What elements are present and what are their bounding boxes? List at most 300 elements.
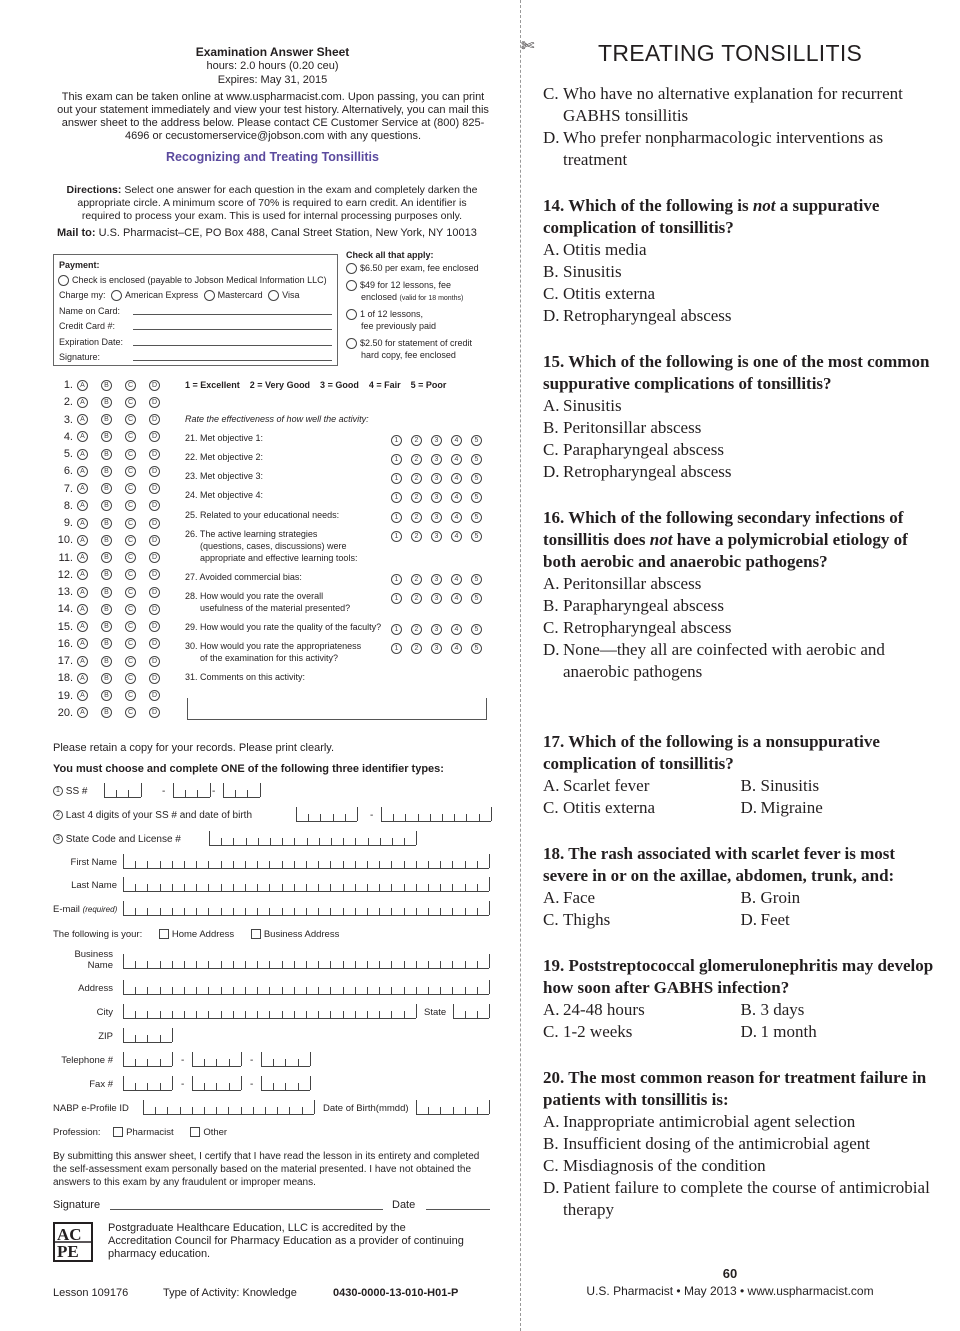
answer-bubble-b[interactable]: B	[101, 569, 112, 580]
question-19-options	[543, 999, 938, 1043]
answer-bubble-a[interactable]: A	[77, 518, 88, 529]
option-text: Misdiagnosis of the condition	[563, 1156, 766, 1175]
rating-bubble-2[interactable]: 2	[411, 624, 422, 635]
rating-bubble-4[interactable]: 4	[451, 624, 462, 635]
rating-scores	[391, 451, 491, 469]
answer-bubble-b[interactable]: B	[101, 690, 112, 701]
rating-bubble-4[interactable]: 4	[451, 435, 462, 446]
answer-bubble-d[interactable]: D	[149, 483, 160, 494]
option-13-d[interactable]	[543, 127, 938, 171]
answer-bubble-c[interactable]: C	[125, 621, 136, 632]
rating-bubble-4[interactable]: 4	[451, 643, 462, 654]
fee-option-4-radio[interactable]	[346, 338, 357, 349]
check-all-label: Check all that apply:	[346, 250, 434, 260]
fee-option-4[interactable]	[346, 338, 472, 349]
rating-bubble-2[interactable]: 2	[411, 643, 422, 654]
answer-bubble-a[interactable]: A	[77, 656, 88, 667]
comments-label: 31. Comments on this activity:	[185, 672, 306, 682]
answer-bubble-a[interactable]: A	[77, 604, 88, 615]
rating-bubble-3[interactable]: 3	[431, 643, 442, 654]
option-2-marker: 2	[53, 810, 63, 820]
answer-bubble-a[interactable]: A	[77, 707, 88, 718]
profession-row	[53, 1127, 227, 1138]
home-address-checkbox[interactable]	[159, 929, 169, 939]
rating-bubble-2[interactable]: 2	[411, 454, 422, 465]
certification-text: By submitting this answer sheet, I certify that I have read the lesson in its entirety and completed the self-assessment exam personally based on the material presented. I have not obtained the answers to this exam by any fraudulent or improper means.	[53, 1151, 480, 1188]
rating-bubble-3[interactable]: 3	[431, 512, 442, 523]
check-enclosed-option[interactable]	[58, 275, 327, 286]
answer-bubble-a[interactable]: A	[77, 483, 88, 494]
option-letter: B.	[543, 418, 559, 437]
fax-area-field[interactable]	[123, 1077, 172, 1091]
answer-bubble-c[interactable]: C	[125, 397, 136, 408]
rating-bubble-3[interactable]: 3	[431, 531, 442, 542]
answer-bubble-d[interactable]: D	[149, 656, 160, 667]
rating-bubble-2[interactable]: 2	[411, 531, 422, 542]
sheet-title: Examination Answer Sheet	[195, 45, 350, 59]
signature-field[interactable]	[110, 1209, 383, 1210]
answer-bubble-c[interactable]: C	[125, 707, 136, 718]
answer-bubble-b[interactable]: B	[101, 466, 112, 477]
rating-bubble-4[interactable]: 4	[451, 473, 462, 484]
first-name-field[interactable]	[123, 855, 489, 869]
mail-label: Mail to:	[57, 227, 96, 239]
rating-bubble-5[interactable]: 5	[471, 492, 482, 503]
dob-field[interactable]	[416, 1101, 489, 1115]
page-number: 60	[722, 1266, 738, 1281]
option-b[interactable]	[543, 261, 938, 283]
option-b[interactable]	[741, 775, 939, 797]
fee-option-3-radio[interactable]	[346, 309, 357, 320]
answer-bubble-d[interactable]: D	[149, 466, 160, 477]
answer-bubble-a[interactable]: A	[77, 414, 88, 425]
answer-bubble-a[interactable]: A	[77, 466, 88, 477]
option-letter: C.	[543, 440, 559, 459]
answer-bubble-a[interactable]: A	[77, 587, 88, 598]
option-d[interactable]	[543, 1177, 938, 1221]
rating-bubble-1[interactable]: 1	[391, 454, 402, 465]
rating-bubble-3[interactable]: 3	[431, 492, 442, 503]
separator: -	[212, 786, 216, 797]
nabp-field[interactable]	[143, 1101, 314, 1115]
question-14-text-end: a suppurative complication of tonsillitis?	[543, 196, 880, 237]
rating-bubble-4[interactable]: 4	[451, 512, 462, 523]
answer-bubble-b[interactable]: B	[101, 707, 112, 718]
rating-scores	[391, 509, 491, 527]
ssn-field-1[interactable]	[104, 784, 141, 798]
sheet-hours: hours: 2.0 hours (0.20 ceu)	[206, 60, 339, 72]
option-text: Otitis media	[563, 240, 647, 259]
mastercard-radio[interactable]	[204, 290, 215, 301]
license-field[interactable]	[209, 832, 416, 846]
business-name-label-2: Name	[87, 960, 113, 971]
option-b[interactable]	[741, 999, 939, 1021]
answer-row	[55, 621, 173, 635]
answer-row	[55, 586, 173, 600]
rating-bubble-3[interactable]: 3	[431, 435, 442, 446]
answer-bubble-b[interactable]: B	[101, 483, 112, 494]
option-d[interactable]	[741, 1021, 939, 1043]
answer-bubble-d[interactable]: D	[149, 518, 160, 529]
rating-bubble-2[interactable]: 2	[411, 435, 422, 446]
rating-bubble-3[interactable]: 3	[431, 593, 442, 604]
answer-bubble-b[interactable]: B	[101, 500, 112, 511]
answer-bubble-a[interactable]: A	[77, 569, 88, 580]
answer-bubble-c[interactable]: C	[125, 673, 136, 684]
answer-bubble-c[interactable]: C	[125, 483, 136, 494]
separator: -	[250, 1055, 254, 1066]
fee-option-2-line2	[361, 292, 463, 304]
answer-bubble-c[interactable]: C	[125, 431, 136, 442]
option-text: Face	[563, 888, 596, 907]
rating-bubble-2[interactable]: 2	[411, 574, 422, 585]
answer-row	[55, 414, 173, 428]
business-name-field[interactable]	[123, 955, 489, 969]
answer-bubble-d[interactable]: D	[149, 380, 160, 391]
rating-bubble-5[interactable]: 5	[471, 454, 482, 465]
option-letter: D.	[543, 462, 560, 481]
answer-bubble-a[interactable]: A	[77, 673, 88, 684]
answer-bubble-a[interactable]: A	[77, 380, 88, 391]
rating-item-text: 23. Met objective 3:	[185, 471, 264, 481]
sheet-intro: This exam can be taken online at www.uspharmacist.com. Upon passing, you can print out your statement immediately and view your test history. Alternatively, you can mail this answer sheet to the address below. Please contact CE Customer Service at (800) 825-4696 or cecustomerservice@jobson.com with any questions.	[57, 91, 489, 142]
directions-text: Select one answer for each question in the exam and completely darken the appropriate circle. A minimum score of 70% is required to earn credit. An identifier is required to process your exam. This is used for internal processing purposes only.	[77, 184, 478, 222]
option-d[interactable]	[741, 797, 939, 819]
rating-bubble-4[interactable]: 4	[451, 492, 462, 503]
option-text: Peritonsillar abscess	[563, 418, 702, 437]
option-text: Insufficient dosing of the antimicrobial agent	[563, 1134, 871, 1153]
license-label-text: State Code and License #	[65, 834, 181, 845]
rating-bubble-3[interactable]: 3	[431, 473, 442, 484]
answer-bubble-d[interactable]: D	[149, 621, 160, 632]
option-b[interactable]	[741, 887, 939, 909]
answer-bubble-c[interactable]: C	[125, 449, 136, 460]
rating-bubble-1[interactable]: 1	[391, 593, 402, 604]
answer-number: 18.	[57, 672, 73, 685]
rating-bubble-2[interactable]: 2	[411, 512, 422, 523]
rating-item	[185, 528, 357, 564]
answer-bubble-b[interactable]: B	[101, 380, 112, 391]
fee-option-1-radio[interactable]	[346, 263, 357, 274]
fax-label: Fax #	[89, 1079, 113, 1090]
option-text: Otitis externa	[563, 798, 656, 817]
answer-bubble-a[interactable]: A	[77, 431, 88, 442]
rating-bubble-1[interactable]: 1	[391, 643, 402, 654]
answer-bubble-c[interactable]: C	[125, 638, 136, 649]
phone-prefix-field[interactable]	[192, 1053, 241, 1067]
option-text: Sinusitis	[760, 776, 820, 795]
answer-bubble-b[interactable]: B	[101, 587, 112, 598]
rating-item	[185, 640, 361, 664]
answer-bubble-b[interactable]: B	[101, 414, 112, 425]
amex-radio[interactable]	[111, 290, 122, 301]
answer-bubble-c[interactable]: C	[125, 604, 136, 615]
rating-bubble-5[interactable]: 5	[471, 435, 482, 446]
answer-bubble-a[interactable]: A	[77, 621, 88, 632]
question-19-stem: 19. Poststreptococcal glomerulonephritis may develop how soon after GABHS infection?	[543, 956, 934, 997]
answer-bubble-b[interactable]: B	[101, 535, 112, 546]
option-13-c[interactable]	[543, 83, 938, 127]
phone-line-field[interactable]	[261, 1053, 310, 1067]
acpe-logo-mark	[55, 1224, 91, 1260]
option-d[interactable]	[543, 639, 938, 683]
question-18-options	[543, 887, 938, 931]
email-label	[53, 904, 117, 915]
answer-bubble-d[interactable]: D	[149, 397, 160, 408]
answer-row	[55, 707, 173, 721]
answer-bubble-c[interactable]: C	[125, 552, 136, 563]
option-text: 24-48 hours	[563, 1000, 645, 1019]
separator: -	[181, 1055, 185, 1066]
option-text: Migraine	[760, 798, 823, 817]
rating-item-text: usefulness of the material presented?	[200, 603, 351, 613]
answer-bubble-d[interactable]: D	[149, 535, 160, 546]
question-15-stem: 15. Which of the following is one of the most common suppurative complications of tonsillitis?	[543, 352, 930, 393]
profession-label: Profession:	[53, 1127, 101, 1138]
rating-item	[185, 590, 350, 614]
date-field[interactable]	[426, 1209, 490, 1210]
answer-bubble-c[interactable]: C	[125, 535, 136, 546]
answer-bubble-a[interactable]: A	[77, 449, 88, 460]
rating-bubble-3[interactable]: 3	[431, 624, 442, 635]
address-field[interactable]	[123, 981, 489, 995]
svg-text:PE: PE	[57, 1242, 79, 1260]
answer-bubble-d[interactable]: D	[149, 587, 160, 598]
rating-bubble-3[interactable]: 3	[431, 454, 442, 465]
rating-item-text: 27. Avoided commercial bias:	[185, 572, 302, 582]
rating-bubble-4[interactable]: 4	[451, 531, 462, 542]
phone-area-field[interactable]	[123, 1053, 172, 1067]
answer-bubble-b[interactable]: B	[101, 397, 112, 408]
answer-bubble-d[interactable]: D	[149, 500, 160, 511]
option-c[interactable]	[543, 909, 741, 931]
city-field[interactable]	[123, 1005, 416, 1019]
option-d[interactable]	[543, 305, 938, 327]
question-17	[543, 731, 938, 819]
last4-field[interactable]	[296, 808, 357, 822]
answer-row	[55, 534, 173, 548]
visa-radio[interactable]	[268, 290, 279, 301]
answer-bubble-c[interactable]: C	[125, 587, 136, 598]
rating-item-text: 24. Met objective 4:	[185, 490, 264, 500]
rating-bubble-1[interactable]: 1	[391, 531, 402, 542]
activity-code: 0430-0000-13-010-H01-P	[333, 1287, 459, 1299]
fee-option-2-radio[interactable]	[346, 280, 357, 291]
last-name-field[interactable]	[123, 878, 489, 892]
rating-bubble-1[interactable]: 1	[391, 512, 402, 523]
name-on-card-field[interactable]	[133, 314, 332, 315]
check-enclosed-radio[interactable]	[58, 275, 69, 286]
comments-box[interactable]	[187, 698, 487, 720]
option-a[interactable]	[543, 1111, 938, 1133]
rating-bubble-5[interactable]: 5	[471, 574, 482, 585]
option-c[interactable]	[543, 283, 938, 305]
answer-bubble-b[interactable]: B	[101, 518, 112, 529]
state-field[interactable]	[453, 1005, 489, 1019]
answer-number: 17.	[57, 655, 73, 667]
answer-row	[55, 517, 173, 531]
answer-bubble-a[interactable]: A	[77, 690, 88, 701]
answer-number: 2.	[63, 396, 73, 409]
answer-bubble-a[interactable]: A	[77, 638, 88, 649]
option-letter: C.	[543, 1156, 559, 1175]
answer-bubble-d[interactable]: D	[149, 552, 160, 563]
answer-row	[55, 655, 173, 669]
answer-number: 1.	[63, 379, 73, 391]
ssn-field-3[interactable]	[223, 784, 260, 798]
answer-bubble-b[interactable]: B	[101, 449, 112, 460]
answer-bubble-d[interactable]: D	[149, 673, 160, 684]
answer-bubble-c[interactable]: C	[125, 414, 136, 425]
rating-bubble-4[interactable]: 4	[451, 593, 462, 604]
rating-bubble-1[interactable]: 1	[391, 574, 402, 585]
card-signature-label: Signature:	[59, 352, 101, 362]
answer-bubble-c[interactable]: C	[125, 690, 136, 701]
date-label: Date	[392, 1199, 416, 1211]
answer-bubble-a[interactable]: A	[77, 552, 88, 563]
rating-bubble-3[interactable]: 3	[431, 574, 442, 585]
birthdate-field[interactable]	[381, 808, 491, 822]
identifier-instructions: You must choose and complete ONE of the following three identifier types:	[53, 763, 444, 775]
option-d[interactable]	[543, 461, 938, 483]
rating-bubble-2[interactable]: 2	[411, 593, 422, 604]
answer-bubble-d[interactable]: D	[149, 690, 160, 701]
option-letter: A.	[543, 396, 560, 415]
answer-bubble-d[interactable]: D	[149, 431, 160, 442]
option-c[interactable]	[543, 1021, 741, 1043]
answer-bubble-c[interactable]: C	[125, 380, 136, 391]
option-b[interactable]	[543, 595, 938, 617]
question-15	[543, 351, 938, 483]
option-b[interactable]	[543, 1133, 938, 1155]
fax-line-field[interactable]	[261, 1077, 310, 1091]
rating-bubble-4[interactable]: 4	[451, 454, 462, 465]
rating-bubble-1[interactable]: 1	[391, 435, 402, 446]
first-name-label: First Name	[70, 857, 117, 868]
answer-bubble-b[interactable]: B	[101, 552, 112, 563]
answer-bubble-c[interactable]: C	[125, 466, 136, 477]
answer-bubble-d[interactable]: D	[149, 449, 160, 460]
option-text: Who have no alternative explanation for recurrent GABHS tonsillitis	[563, 84, 903, 125]
ssn-field-2[interactable]	[173, 784, 210, 798]
answer-row	[55, 483, 173, 497]
option-text: None—they all are coinfected with aerobic and anaerobic pathogens	[563, 640, 885, 681]
answer-bubble-b[interactable]: B	[101, 673, 112, 684]
rating-bubble-1[interactable]: 1	[391, 624, 402, 635]
expiration-field[interactable]	[133, 345, 332, 346]
option-c[interactable]	[543, 797, 741, 819]
answer-bubble-b[interactable]: B	[101, 431, 112, 442]
option-a[interactable]	[543, 573, 938, 595]
last4-label	[53, 810, 252, 821]
options-row	[543, 887, 938, 909]
rating-bubble-5[interactable]: 5	[471, 512, 482, 523]
directions	[62, 184, 482, 223]
answer-bubble-a[interactable]: A	[77, 535, 88, 546]
answer-bubble-c[interactable]: C	[125, 656, 136, 667]
option-c[interactable]	[543, 617, 938, 639]
option-c[interactable]	[543, 439, 938, 461]
card-signature-field[interactable]	[133, 360, 332, 361]
rating-bubble-5[interactable]: 5	[471, 473, 482, 484]
card-number-field[interactable]	[133, 329, 332, 330]
option-a[interactable]	[543, 999, 741, 1021]
option-text: Feet	[760, 910, 790, 929]
rating-bubble-5[interactable]: 5	[471, 593, 482, 604]
last4-label-text: Last 4 digits of your SS # and date of birth	[65, 810, 253, 821]
rating-item-text: 22. Met objective 2:	[185, 452, 264, 462]
dob-label: Date of Birth(mmdd)	[323, 1103, 409, 1114]
answer-bubble-d[interactable]: D	[149, 569, 160, 580]
rating-bubble-5[interactable]: 5	[471, 624, 482, 635]
rating-bubble-1[interactable]: 1	[391, 473, 402, 484]
option-d[interactable]	[741, 909, 939, 931]
sheet-expires: Expires: May 31, 2015	[217, 74, 328, 86]
other-checkbox[interactable]	[190, 1127, 200, 1137]
fee-option-1[interactable]	[346, 263, 479, 274]
rating-scores	[391, 528, 491, 546]
rating-bubble-5[interactable]: 5	[471, 643, 482, 654]
answer-bubble-b[interactable]: B	[101, 656, 112, 667]
rating-bubble-1[interactable]: 1	[391, 492, 402, 503]
separator: -	[162, 786, 166, 797]
answer-bubble-d[interactable]: D	[149, 638, 160, 649]
rating-bubble-2[interactable]: 2	[411, 492, 422, 503]
answer-bubble-c[interactable]: C	[125, 500, 136, 511]
rating-bubble-2[interactable]: 2	[411, 473, 422, 484]
answer-bubble-b[interactable]: B	[101, 604, 112, 615]
email-field[interactable]	[123, 902, 489, 916]
svg-text:AC: AC	[57, 1225, 82, 1244]
rating-bubble-4[interactable]: 4	[451, 574, 462, 585]
answer-bubble-c[interactable]: C	[125, 569, 136, 580]
other-label: Other	[203, 1127, 228, 1138]
option-c[interactable]	[543, 1155, 938, 1177]
pharmacist-checkbox[interactable]	[113, 1127, 123, 1137]
answer-bubble-d[interactable]: D	[149, 707, 160, 718]
question-17-options	[543, 775, 938, 819]
question-20-options	[543, 1111, 938, 1221]
answer-bubble-a[interactable]: A	[77, 397, 88, 408]
fee-option-3[interactable]	[346, 309, 423, 320]
option-letter: D.	[543, 128, 560, 147]
answer-bubble-c[interactable]: C	[125, 518, 136, 529]
fee-option-2[interactable]	[346, 280, 451, 291]
answer-number: 12.	[57, 568, 73, 581]
answer-bubble-d[interactable]: D	[149, 414, 160, 425]
option-a[interactable]	[543, 775, 741, 797]
answer-bubble-a[interactable]: A	[77, 500, 88, 511]
question-16-emphasis: not	[649, 530, 673, 549]
answer-bubble-d[interactable]: D	[149, 604, 160, 615]
rating-bubble-5[interactable]: 5	[471, 531, 482, 542]
zip-label: ZIP	[98, 1031, 113, 1042]
answer-number: 16.	[57, 637, 73, 650]
option-letter: C.	[543, 1022, 559, 1041]
option-a[interactable]	[543, 239, 938, 261]
ssn-label	[53, 786, 87, 797]
business-address-checkbox[interactable]	[251, 929, 261, 939]
option-b[interactable]	[543, 417, 938, 439]
answer-bubble-b[interactable]: B	[101, 638, 112, 649]
zip-field[interactable]	[123, 1029, 172, 1043]
fax-prefix-field[interactable]	[192, 1077, 241, 1091]
answer-bubble-b[interactable]: B	[101, 621, 112, 632]
visa-label: Visa	[282, 290, 300, 300]
option-a[interactable]	[543, 887, 741, 909]
rating-prompt: Rate the effectiveness of how well the activity:	[185, 414, 369, 424]
option-a[interactable]	[543, 395, 938, 417]
